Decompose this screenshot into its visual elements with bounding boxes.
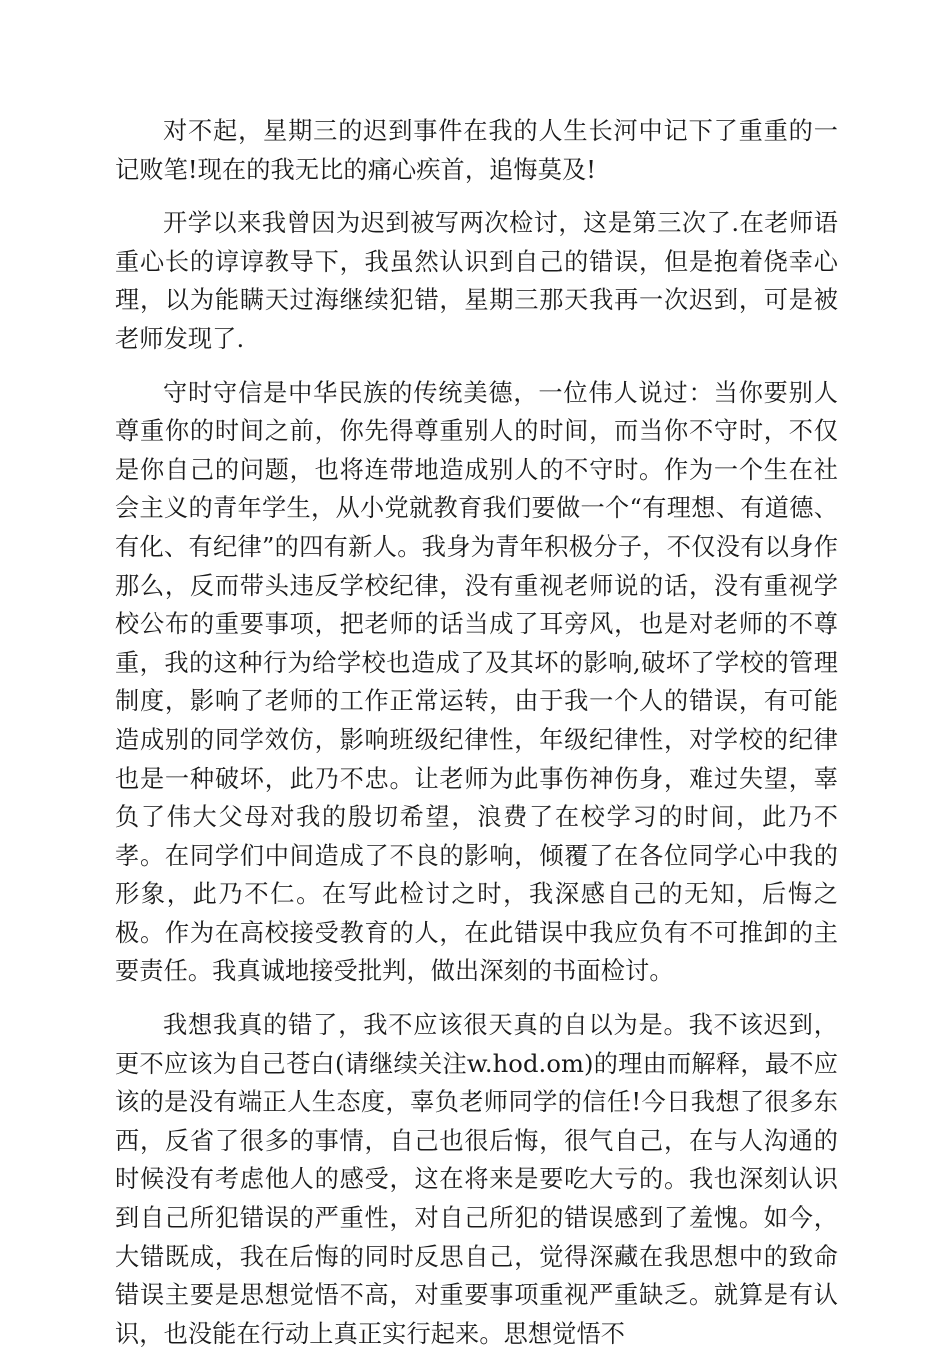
paragraph-1: 对不起，星期三的迟到事件在我的人生长河中记下了重重的一记败笔!现在的我无比的痛心疾首，追悔莫及! [115,117,838,184]
paragraph-4: 我想我真的错了，我不应该很天真的自以为是。我不该迟到，更不应该为自己苍白(请继续关注w.hod.om)的理由而解释，最不应该的是没有端正人生态度，辜负老师同学的信任!今日我想了很多东西，反省了很多的事情，自己也很后悔，很气自己，在与人沟通的时候没有考虑他人的感受，这在将来是要吃大亏的。我也深刻认识到自己所犯错误的严重性，对自己所犯的错误感到了羞愧。如今，大错既成，我在后悔的同时反思自己，觉得深藏在我思想中的致命错误主要是思想觉悟不高，对重要事项重视严重缺乏。就算是有认识，也没能在行动上真正实行起来。思想觉悟不 [115,1011,838,1348]
paragraph-2: 开学以来我曾因为迟到被写两次检讨，这是第三次了.在老师语重心长的谆谆教导下，我虽然认识到自己的错误，但是抱着侥幸心理，以为能瞒天过海继续犯错，星期三那天我再一次迟到，可是被老师发现了. [115,209,838,353]
document-body [115,112,838,1368]
paragraph-3: 守时守信是中华民族的传统美德，一位伟人说过：当你要别人尊重你的时间之前，你先得尊重别人的时间，而当你不守时，不仅是你自己的问题，也将连带地造成别人的不守时。作为一个生在社会主义的青年学生，从小党就教育我们要做一个“有理想、有道德、有化、有纪律”的四有新人。我身为青年积极分子，不仅没有以身作那么，反而带头违反学校纪律，没有重视老师说的话，没有重视学校公布的重要事项，把老师的话当成了耳旁风，也是对老师的不尊重，我的这种行为给学校也造成了及其坏的影响,破坏了学校的管理制度，影响了老师的工作正常运转，由于我一个人的错误，有可能造成别的同学效仿，影响班级纪律性，年级纪律性，对学校的纪律也是一种破坏，此乃不忠。让老师为此事伤神伤身，难过失望，辜负了伟大父母对我的殷切希望，浪费了在校学习的时间，此乃不孝。在同学们中间造成了不良的影响，倾覆了在各位同学心中我的形象，此乃不仁。在写此检讨之时，我深感自己的无知，后悔之极。作为在高校接受教育的人，在此错误中我应负有不可推卸的主要责任。我真诚地接受批判，做出深刻的书面检讨。 [115,378,838,986]
